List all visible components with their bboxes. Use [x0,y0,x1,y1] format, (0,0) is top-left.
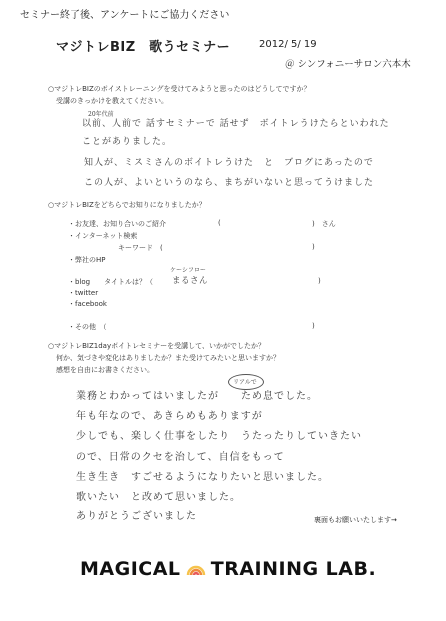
continue-note: 裏面もお願いいたします→ [314,516,397,524]
q3-answer-line: 少しでも、楽しく仕事をしたり うたったりしていきたい [76,431,362,442]
q1-subtext: 受講のきっかけを教えてください。 [56,97,168,105]
page-title: マジトレBIZ 歌うセミナー [56,40,231,55]
company-logo [80,558,380,580]
logo-text-left: MAGICAL [80,558,181,580]
q3-answer-line: 歌いたい と改めて思いました。 [76,492,241,503]
q3-question: ○マジトレBIZ1dayボイトレセミナーを受講して、いかがでしたか？ [48,342,265,350]
top-note: セミナー終了後、アンケートにご協力ください [20,10,230,21]
option-friend: ・お友達、お知り合いのご紹介 [68,220,166,228]
option-blog: ・blog タイトルは？（ [68,278,153,286]
option-other: ・その他 （ [68,323,107,331]
q3-answer-line: 業務とわかってはいましたが ため息でした。 [76,391,318,402]
q3-subtext: 感想を自由にお書きください。 [56,366,154,374]
option-friend-open: ( [218,219,221,227]
rainbow-arc-icon [186,562,206,576]
seminar-date: 2012/ 5/ 19 [259,39,317,50]
q1-question: ○マジトレBIZのボイストレーニングを受けてみようと思ったのはどうしてですか？ [48,85,311,93]
option-other-close: ) [312,322,315,330]
option-facebook: ・facebook [68,300,107,308]
q3-answer-line: ありがとうございました [76,511,197,522]
blog-answer: まるさん [172,276,209,286]
q3-annotation: リアルで [233,379,257,386]
q3-answer-line: 年も年なので、あきらめもありますが [76,411,263,422]
q2-question: ○マジトレBIZをどちらでお知りになりましたか？ [48,201,206,209]
seminar-venue: ＠ シンフォニーサロン六本木 [285,59,411,70]
logo-text-right: TRAINING LAB. [210,558,377,580]
q1-answer-line: 以前、人前で 話すセミナーで 話せず ボイトレうけたらといわれた [82,119,390,129]
option-twitter: ・twitter [68,289,99,297]
q1-answer-line: ことがありました。 [82,137,173,147]
blog-annotation: ケーシフロー [170,267,206,274]
q3-answer-line: 生き生き すごせるようになりたいと思いました。 [76,472,329,483]
option-keyword-close: ) [312,243,315,251]
q1-answer-age: 20年代前 [88,111,114,118]
q1-answer-line: この人が、よいというのなら、まちがいないと思ってうけました [84,178,375,188]
option-hp: ・弊社のHP [68,256,106,264]
option-friend-close: ) さん [312,220,336,228]
option-internet: ・インターネット検索 [68,232,138,240]
option-keyword: キーワード ( [118,244,163,252]
q1-answer-line: 知人が、ミスミさんのボイトレうけた と ブログにあったので [84,158,374,168]
q3-answer-line: ので、日常のクセを治して、自信をもって [76,452,285,463]
option-blog-close: ) [318,277,321,285]
q3-subtext: 何か、気づきや変化はありましたか？また受けてみたいと思いますか？ [56,354,280,362]
